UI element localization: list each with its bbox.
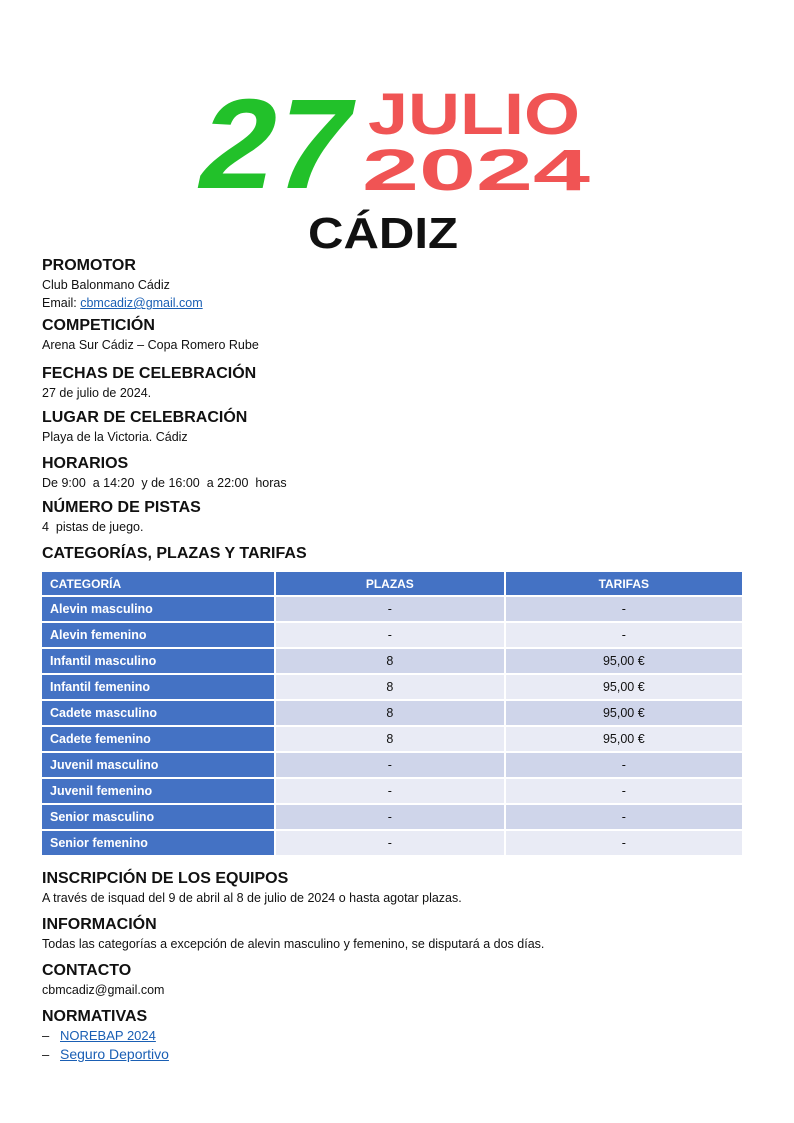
cell-plazas: 8 [276,675,504,699]
cell-categoria: Alevin masculino [42,597,274,621]
list-item [42,1027,752,1045]
cell-tarifa: - [506,597,742,621]
cell-categoria: Infantil masculino [42,649,274,673]
cell-categoria: Juvenil masculino [42,753,274,777]
logo-month: JULIO [368,82,580,147]
col-header-plazas: PLAZAS [276,572,504,595]
cell-plazas: 8 [276,727,504,751]
event-logo [0,0,794,260]
section-inscripcion [42,869,752,907]
cell-plazas: - [276,805,504,829]
cell-tarifa: - [506,623,742,647]
cell-tarifa: - [506,805,742,829]
section-informacion [42,915,752,953]
cell-tarifa: - [506,753,742,777]
list-item [42,1045,752,1064]
pistas-text: 4 pistas de juego. [42,520,144,534]
cell-tarifa: 95,00 € [506,649,742,673]
logo-city: CÁDIZ [308,209,443,258]
table-row [42,597,742,621]
table-header-row [42,572,742,595]
event-details [42,256,752,1064]
table-row [42,727,742,751]
cell-plazas: - [276,779,504,803]
cell-tarifa: - [506,831,742,855]
table-row [42,779,742,803]
col-header-tarifas: TARIFAS [506,572,742,595]
section-competicion [42,316,752,354]
list-dash: – [42,1028,50,1043]
contacto-text: cbmcadiz@gmail.com [42,983,165,997]
section-horarios [42,454,752,492]
cell-categoria: Cadete femenino [42,727,274,751]
list-dash: – [42,1047,50,1062]
table-row [42,805,742,829]
section-lugar [42,408,752,446]
heading-fechas: FECHAS DE CELEBRACIÓN [42,365,257,382]
cell-categoria: Senior femenino [42,831,274,855]
cell-categoria: Juvenil femenino [42,779,274,803]
heading-categorias: CATEGORÍAS, PLAZAS Y TARIFAS [42,545,307,562]
inscripcion-text: A través de isquad del 9 de abril al 8 de julio de 2024 o hasta agotar plazas. [42,891,462,905]
logo-day: 27 [187,73,360,216]
event-logo-graphic [0,0,794,260]
heading-competicion: COMPETICIÓN [42,317,155,334]
promotor-email-link[interactable]: cbmcadiz@gmail.com [80,296,203,310]
section-contacto [42,961,752,999]
heading-contacto: CONTACTO [42,962,132,979]
seguro-deportivo-link[interactable]: Seguro Deportivo [60,1046,169,1062]
table-row [42,701,742,725]
heading-inscripcion: INSCRIPCIÓN DE LOS EQUIPOS [42,870,289,887]
fechas-text: 27 de julio de 2024. [42,386,152,400]
cell-tarifa: - [506,779,742,803]
cell-categoria: Cadete masculino [42,701,274,725]
informacion-text: Todas las categorías a excepción de alevin masculino y femenino, se disputará a dos días. [42,937,545,951]
heading-lugar: LUGAR DE CELEBRACIÓN [42,409,248,426]
table-row [42,753,742,777]
horarios-text: De 9:00 a 14:20 y de 16:00 a 22:00 horas [42,476,287,490]
heading-informacion: INFORMACIÓN [42,916,157,933]
cell-plazas: - [276,753,504,777]
cell-categoria: Senior masculino [42,805,274,829]
cell-tarifa: 95,00 € [506,675,742,699]
heading-promotor: PROMOTOR [42,257,136,274]
section-pistas [42,498,752,536]
heading-pistas: NÚMERO DE PISTAS [42,499,201,516]
section-categorias [42,544,752,857]
section-normativas [42,1007,752,1064]
lugar-text: Playa de la Victoria. Cádiz [42,430,188,444]
table-row [42,623,742,647]
cell-tarifa: 95,00 € [506,727,742,751]
normativas-list [42,1027,752,1064]
categories-table [40,570,744,857]
col-header-categoria: CATEGORÍA [42,572,274,595]
cell-tarifa: 95,00 € [506,701,742,725]
cell-plazas: 8 [276,701,504,725]
competicion-text: Arena Sur Cádiz – Copa Romero Rube [42,338,259,352]
cell-categoria: Infantil femenino [42,675,274,699]
cell-plazas: - [276,623,504,647]
section-promotor [42,256,752,312]
heading-normativas: NORMATIVAS [42,1008,148,1025]
cell-categoria: Alevin femenino [42,623,274,647]
heading-horarios: HORARIOS [42,455,129,472]
cell-plazas: - [276,831,504,855]
table-row [42,675,742,699]
promotor-name: Club Balonmano Cádiz [42,278,170,292]
table-row [42,831,742,855]
cell-plazas: - [276,597,504,621]
email-label: Email: [42,296,81,310]
logo-year: 2024 [362,138,590,203]
table-row [42,649,742,673]
norebap-link[interactable]: NOREBAP 2024 [60,1028,156,1043]
promotor-email-line [42,294,752,312]
section-fechas [42,364,752,402]
cell-plazas: 8 [276,649,504,673]
